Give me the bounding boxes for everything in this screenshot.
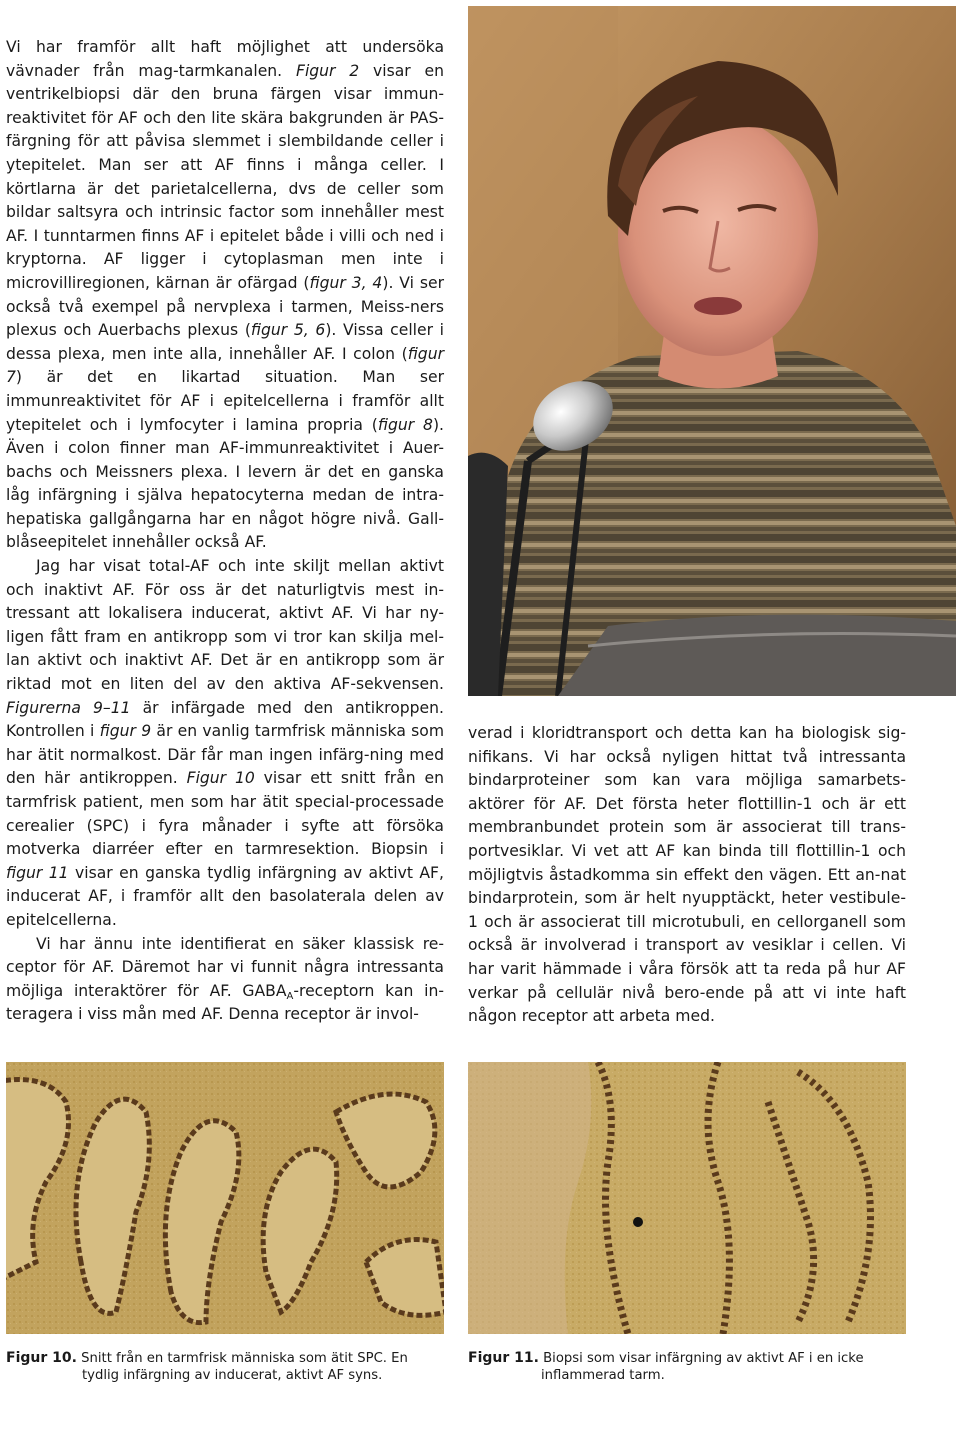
figure-11-image (468, 1062, 906, 1334)
paragraph: Vi har framför allt haft möjlighet att undersöka vävnader från mag-tarmkanalen. Figur 2 visar en ventrikelbiopsi där den bruna färgen visar immun-reaktivitet för AF och den lite skära bakgrunden är PAS-färgning för att påvisa slemmet i slembildande celler i ytepitelet. Man ser att AF finns i många celler. I körtlarna är det parietalcellerna, dvs de celler som bildar saltsyra och intrinsic factor som innehåller mest AF. I tunntarmen finns AF i epitelet både i villi och ned i kryptorna. AF ligger i cytoplasman men inte i microvilliregionen, kärnan är ofärgad (figur 3, 4). Vi ser också två exempel på nervplexa i tarmen, Meiss-ners plexus och Auerbachs plexus (figur 5, 6). Vissa celler i dessa plexa, men inte alla, innehåller AF. I colon (figur 7) är det en likartad situation. Man ser immunreaktivitet för AF i epitelcellerna i framför allt ytepitelet och i lymfocyter i lamina propria (figur 8). Även i colon finner man AF-immunreaktivitet i Auer-bachs och Meissners plexa. I levern är det en ganska låg infärgning i själva hepatocyterna medan de intra-hepatiska gallgångarna har en något högre nivå. Gall-blåseepitelet innehåller också AF. (6, 38, 445, 552)
body-text-right (468, 722, 906, 1029)
paragraph: Vi har ännu inte identifierat en säker klassisk re-ceptor för AF. Däremot har vi funnit några intressanta möjliga interaktörer för AF. $GABA_A$-receptorn kan in-teragera i viss mån med AF. Denna receptor är invol- (6, 934, 444, 1024)
speaker-photo-image (468, 6, 956, 696)
paragraph: Jag har visat total-AF och inte skiljt mellan aktivt och inaktivt AF. För oss är det naturligtvis mest in-tressant att lokalisera inducerat, aktivt AF. Vi har ny-ligen fått fram en antikropp som vi tror kan skilja mel-lan aktivt och inaktivt AF. Det är en antikropp som är riktad mot en liten del av den aktiva AF-sekvensen. Figurerna 9–11 är infärgade med den antikroppen. Kontrollen i figur 9 är en vanlig tarmfrisk människa som har ätit normalkost. Där får man ingen infärg-ning med den här antikroppen. Figur 10 visar ett snitt från en tarmfrisk patient, men som har ätit special-processade cerealier (SPC) i fyra månader i syfte att försöka motverka diarréer efter en tarmresektion. Biopsin i figur 11 visar en ganska tydlig infärgning av aktivt AF, inducerat AF, i framför allt den basolaterala delen av epitelcellerna. (6, 557, 445, 929)
figure-10-image (6, 1062, 444, 1334)
micrograph-villi (6, 1062, 444, 1334)
figure-10-caption: Figur 10. Snitt från en tarmfrisk människa som ätit SPC. En tydlig infärgning av inducerat, aktivt AF syns. (6, 1350, 408, 1383)
figure-11-caption: Figur 11. Biopsi som visar infärgning av aktivt AF i en icke inflammerad tarm. (468, 1350, 864, 1383)
speaker-photo (468, 6, 956, 696)
body-text-left (6, 36, 444, 1027)
paragraph: verad i kloridtransport och detta kan ha biologisk sig-nifikans. Vi har också nyligen hittat två intressanta bindarproteiner som kan vara möjliga samarbets-aktörer för AF. Det första heter flottillin-1 och är ett membranbundet protein som är associerat till trans-portvesiklar. Vi vet att AF kan binda till flottillin-1 och möjligtvis åstadkomma sin effekt den vägen. Ett an-nat bindarprotein, som är helt nyupptäckt, heter vestibule-1 och är associerat till microtubuli, en cellorganell som också är involverad i transport av vesiklar i cellen. Vi har varit hämmade i våra försök att ta reda på hur AF verkar på cellulär nivå bero-ende på att vi inte haft någon receptor att arbeta med. (468, 724, 906, 1026)
micrograph-biopsy (468, 1062, 906, 1334)
